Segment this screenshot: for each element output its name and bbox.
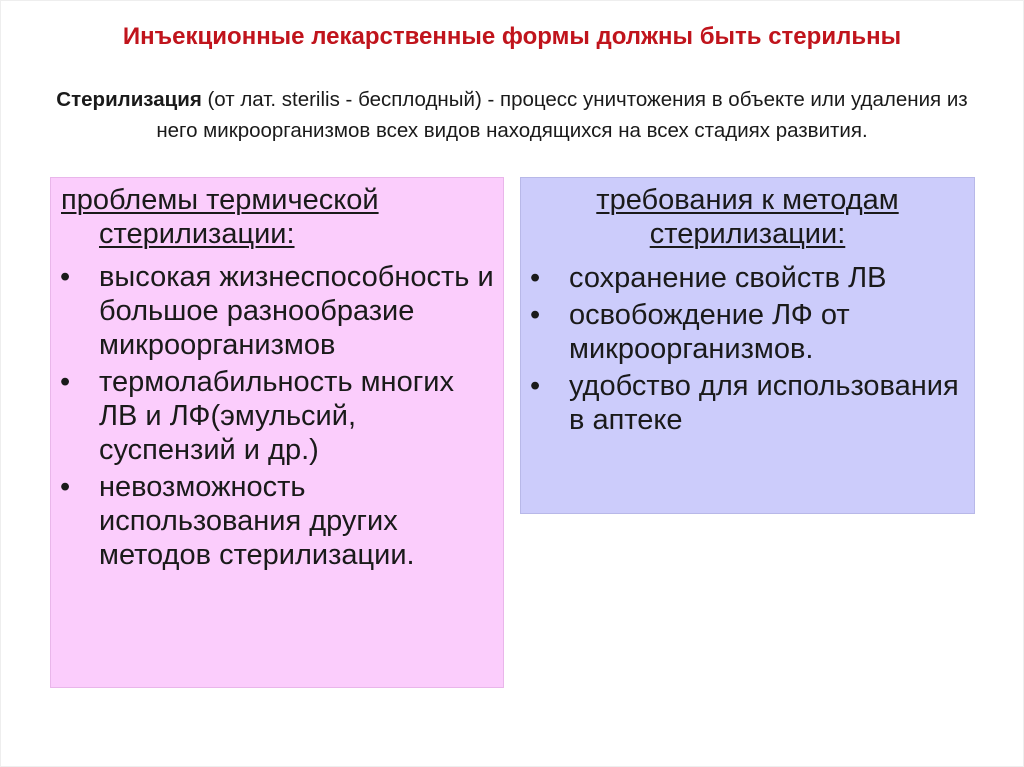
bullet-list: [521, 261, 974, 437]
bullet-icon: •: [530, 262, 541, 294]
panel-heading-line: проблемы термической: [61, 184, 379, 216]
list-item: [521, 298, 974, 366]
list-item-text: термолабильность многих ЛВ и ЛФ(эмульсий, суспензий и др.): [99, 366, 454, 466]
sterilization-requirements-panel: [520, 177, 975, 514]
panel-heading: [521, 178, 974, 251]
list-item-text: сохранение свойств ЛВ: [569, 262, 887, 294]
bullet-icon: •: [530, 370, 541, 402]
thermal-sterilization-problems-panel: [50, 177, 504, 688]
panel-heading-line: стерилизации:: [99, 218, 295, 250]
bullet-icon: •: [60, 471, 71, 503]
bullet-icon: •: [530, 299, 541, 331]
list-item-text: удобство для использования в аптеке: [569, 370, 959, 436]
list-item: [51, 470, 503, 572]
bullet-icon: •: [60, 366, 71, 398]
list-item-text: освобождение ЛФ от микроорганизмов.: [569, 299, 850, 365]
panel-heading-line: требования к методам: [596, 184, 899, 216]
definition-text: (от лат. sterilis - бесплодный) - процесс уничтожения в объекте или удаления из него микроорганизмов всех видов находящихся на всех стадиях развития.: [156, 88, 968, 142]
definition-term: Стерилизация: [56, 88, 202, 111]
list-item: [51, 365, 503, 467]
list-item-text: высокая жизнеспособность и большое разнообразие микроорганизмов: [99, 261, 494, 361]
bullet-icon: •: [60, 261, 71, 293]
list-item: [51, 260, 503, 362]
list-item: [521, 369, 974, 437]
panel-heading: [51, 178, 503, 251]
definition-paragraph: [40, 84, 984, 146]
list-item: [521, 261, 974, 295]
slide-title: Инъекционные лекарственные формы должны быть стерильны: [122, 23, 902, 50]
list-item-text: невозможность использования других методов стерилизации.: [99, 471, 415, 571]
panel-heading-line: стерилизации:: [649, 218, 846, 250]
bullet-list: [51, 260, 503, 572]
